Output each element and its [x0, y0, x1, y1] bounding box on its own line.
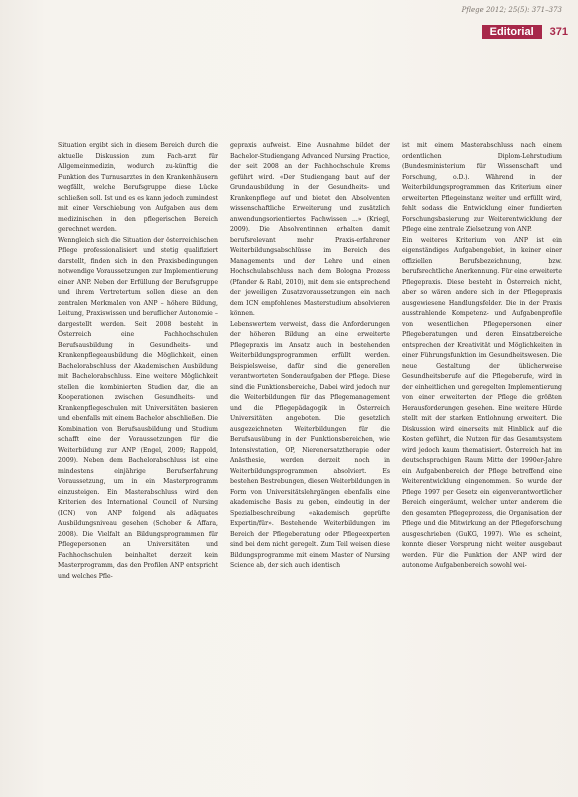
paragraph: Ein weiteres Kriterium von ANP ist ein eigenständiges Aufgabengebiet, in keiner einer offiziellen Berufsbezeichnung, bzw. berufsrechtliche Anerkennung. Für eine erweiterte Pflegepraxis. Diese besteht in Österreich nicht, aber so wären andere sich in der Pflegepraxis ausgewiesene Handlungsfelder. Die in der Praxis ausstrahlende Kompetenz- und Aufgabenprofile von wesentlichen Pflegepersonen einer Pflegeberatungen und deren Einsatzbereiche entsprechen der Kreativität und Möglichkeiten in einer Führungsfunktion im Gesundheitswesen. Die neue Gestaltung der üblicherweise Gesundheitsberufe auf die Pflegeberufe, wird in der einheitlichen und geregelten Implementierung von einer erweiterten der Pflege die größten Herausforderungen gesehen. Eine weitere Hürde stellt mit der starken Entlohnung erweitert. Die Diskussion wird einerseits mit Hinblick auf die Kosten geführt, die Nutzen für das Gesamtsystem wird jedoch kaum thematisiert. Österreich hat im deutschsprachigen Raum Mitte der 1990er-Jahre ein Aufgabenbereich der Pflege betreffend eine Weiterentwicklung eingenommen. So wurde der Pflege 1997 per Gesetz ein eigenverantwortlicher Bereich eingeräumt, welcher unter anderem die den gesamten Pflegeprozess, die Organisation der Pflege und die Mitwirkung an der Pflegeforschung ausgeschrieben (GuKG, 1997). Wie es scheint, konnte dieser Vorsprung nicht weiter ausgebaut werden. Für die Funktion der ANP wird der autonome Aufgabenbereich sowohl wei-: [402, 236, 562, 569]
section-label: Editorial: [482, 25, 542, 39]
text-column-3: [402, 141, 562, 793]
text-column-1: [58, 141, 218, 793]
paragraph: Situation ergibt sich in diesem Bereich durch die aktuelle Diskussion zum Fach-arzt für Allgemeinmedizin, wodurch zu-künftig die Funktion des Turnusarztes in den Krankenhäusern wegfällt, welche Berufsgruppe diese Lücke schließen soll. Ist und es es kann jedoch zumindest mit einer Verschiebung von Aufgaben aus dem medizinischen in den pflegerischen Bereich gerechnet werden.: [58, 142, 218, 233]
body-text: [58, 141, 562, 793]
text-column-2: [230, 141, 390, 793]
paragraph: Lebenswertem verweist, dass die Anforderungen der höheren Bildung an eine erweiterte Pflegepraxis im Ansatz auch in bestehenden Weiterbildungsprogrammen erfüllt werden. Beispielsweise, dafür sind die generellen verantworteten Sonderaufgaben der Pflege. Diese sind die Funktionsbereiche, Dabei wird jedoch nur die Weiterbildungen für das Pflegemanagement und die Pflegepädagogik in Österreich Universitäten angeboten. Die gesetzlich ausgezeichneten Weiterbildungen für die Berufsausübung in der Funktionsbereichen, wie Intensivstation, OP, Nierenersatztherapie oder Anästhesie, werden derzeit noch in Weiterbildungsprogrammen absolviert. Es bestehen Bestrebungen, diesen Weiterbildungen in Form von Universitätslehrgängen ebenfalls eine akademische Basis zu geben, eindeutig in der Spezialbeschreibung «akademisch geprüfte Expertin/für». Bestehende Weiterbildungen im Bereich der Pflegeberatung oder Pflegeexperten sind bei dem nicht geregelt. Zum Teil weisen diese Bildungsprogramme mit einem Master of Nursing Science ab, der sich auch identisch: [230, 320, 390, 569]
page-number: 371: [549, 26, 568, 38]
section-header: [460, 24, 578, 40]
running-title: Pflege 2012; 25(5): 371–373: [461, 6, 562, 14]
paragraph: gepraxis aufweist. Eine Ausnahme bildet der Bachelor-Studiengang Advanced Nursing Practice, der seit 2008 an der Fachhochschule Krems geführt wird. «Der Studiengang baut auf der Grundausbildung in der Gesundheits- und Krankenpflege auf und bietet den Absolventen wissenschaftliche Erweiterung und zusätzlich anwendungsorientiertes Fachwissen ...» (Kriegl, 2009). Die Absolventinnen erhalten damit berufsrelevant mehr Praxis-erfahrener Weiterbildungsabschlüsse im Bereich des Managements und der Lehre und einen Hochschulabschluss nach dem Bologna Prozess (Pfander & Rabl, 2010), mit dem sie entsprechend der jeweiligen Zusatzvoraussetzungen ein nach dem ICN empfohlenes Masterstudium absolvieren können.: [230, 142, 390, 317]
paragraph: ist mit einem Masterabschluss nach einem ordentlichen Diplom-Lehrstudium (Bundesministerium für Wissenschaft und Forschung, o.D.). Während in der Weiterbildungsprogrammen das Kriterium einer erweiterten Pflegeinstanz weiter und erfüllt wird, fehlt sodass die Entwicklung einer fundierten Forschungsbasierung zur Weiterentwicklung der Pflege eine zentrale Zielsetzung von ANP.: [402, 142, 562, 233]
paragraph: Wenngleich sich die Situation der österreichischen Pflege professionalisiert und stetig qualifiziert darstellt, finden sich in den Praxisbedingungen notwendige Voraussetzungen zur Implementierung einer ANP. Neben der Erfüllung der Berufsgruppe und ihrem Vertretertum sollen diese an den zentralen Merkmalen von ANP – höhere Bildung, Leitung, Praxiswissen und beruflicher Autonomie – dargestellt werden. Seit 2008 besteht in Österreich eine Fachhochschulen Berufsausbildung in Gesundheits- und Krankenpflegeausbildung die Möglichkeit, einen Bachelorabschluss der Akademischen Ausbildung mit Bachelorabschluss. Eine weitere Möglichkeit stellen die kombinierten Studien dar, die an Kooperationen zwischen Gesundheits- und Krankenpflegeschulen mit Universitäten basieren und ebenfalls mit einem Bachelor abschließen. Die Kombination von Berufsausbildung und Studium schafft eine der Voraussetzungen für die Weiterbildung zur ANP (Engel, 2009; Rappold, 2009). Neben dem Bachelorabschluss ist eine mindestens einjährige Berufserfahrung Voraussetzung, um in ein Masterprogramm einzusteigen. Ein Masterabschluss wird den Kriterien des International Council of Nursing (ICN) von ANP folgend als adäquates Ausbildungsniveau gesehen (Schober & Affara, 2008). Die Vielfalt an Bildungsprogrammen für Pflegepersonen an Universitäten und Fachhochschulen beinhaltet derzeit kein Masterprogramm, das den Profilen ANP entspricht und welches Pfle-: [58, 236, 218, 580]
